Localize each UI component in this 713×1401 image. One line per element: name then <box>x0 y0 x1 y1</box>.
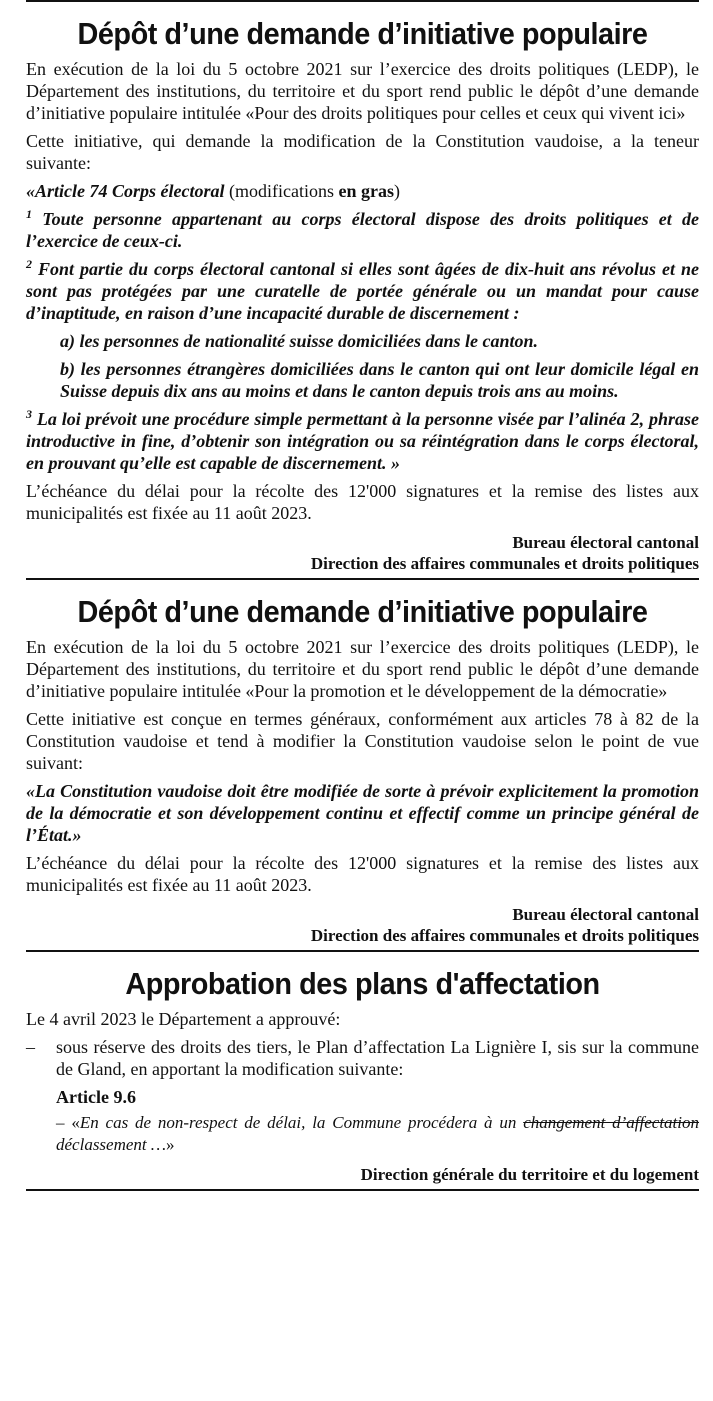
intro-paragraph: Le 4 avril 2023 le Département a approuvé: <box>26 1009 341 1029</box>
struck-text: changement d’affectation <box>523 1113 700 1132</box>
article-modification <box>56 1112 699 1156</box>
dash-bullet: – <box>26 1037 35 1057</box>
notice-initiative-droits-politiques <box>26 16 699 574</box>
top-rule <box>26 0 699 2</box>
alinea-3-number: 3 <box>26 407 32 421</box>
notice-initiative-democratie <box>26 594 699 946</box>
alinea-2-b: b) les personnes étrangères domiciliées dans le canton qui ont leur domicile légal en Suisse depuis dix ans au moins et dans le canton depuis trois ans au moins. <box>60 359 699 401</box>
replacement-text: déclassement … <box>56 1135 167 1154</box>
notice-plans-affectation <box>26 966 699 1185</box>
article-heading <box>26 180 699 202</box>
signature-line-1: Direction générale du territoire et du logement <box>360 1165 699 1184</box>
alinea-2-text: Font partie du corps électoral cantonal si elles sont âgées de dix-huit ans révolus et ne sont pas protégées par une curatelle de portée générale ou un mandat pour cause d’inaptitude, en raison d’une incapacité durable de discernement : <box>26 259 699 323</box>
section-title: Dépôt d’une demande d’initiative populaire <box>77 594 648 629</box>
section-title: Approbation des plans d'affectation <box>125 966 600 1001</box>
signature-line-1: Bureau électoral cantonal <box>512 905 699 924</box>
article-title: Article 9.6 <box>56 1087 136 1107</box>
alinea-1 <box>26 208 699 252</box>
deadline-paragraph: L’échéance du délai pour la récolte des 12'000 signatures et la remise des listes aux municipalités est fixée au 11 août 2023. <box>26 481 699 523</box>
signature-block <box>26 532 699 574</box>
signature-block <box>26 904 699 946</box>
alinea-1-number: 1 <box>26 207 32 221</box>
quote-close: » <box>166 1135 175 1154</box>
article-note-bold: en gras <box>338 181 394 201</box>
list-item-text: sous réserve des droits des tiers, le Plan d’affectation La Lignière I, sis sur la commune de Gland, en apportant la modification suivante: <box>56 1037 699 1079</box>
alinea-2 <box>26 258 699 324</box>
article-note: (modifications <box>224 181 339 201</box>
list-item <box>26 1036 699 1080</box>
intro-paragraph: En exécution de la loi du 5 octobre 2021 sur l’exercice des droits politiques (LEDP), le Département des institutions, du territoire et du sport rend public le dépôt d’une demande d’initiative populaire intitulée «Pour des droits politiques pour celles et ceux qui vivent ici» <box>26 59 699 123</box>
alinea-1-text: Toute personne appartenant au corps électoral dispose des droits politiques et de l’exercice de ceux-ci. <box>26 209 699 251</box>
content-paragraph: Cette initiative est conçue en termes généraux, conformément aux articles 78 à 82 de la Constitution vaudoise et tend à modifier la Constitution vaudoise selon le point de vue suivant: <box>26 709 699 773</box>
signature-line-2: Direction des affaires communales et droits politiques <box>310 926 699 945</box>
alinea-3 <box>26 408 699 474</box>
content-paragraph: Cette initiative, qui demande la modification de la Constitution vaudoise, a la teneur suivante: <box>26 131 699 173</box>
section-title: Dépôt d’une demande d’initiative populaire <box>77 16 648 51</box>
section-divider <box>26 950 699 952</box>
signature-line-1: Bureau électoral cantonal <box>512 533 699 552</box>
signature-line-2: Direction des affaires communales et droits politiques <box>310 554 699 573</box>
quote-text: En cas de non-respect de délai, la Commune procédera à un <box>79 1113 524 1132</box>
quote-prefix: – « <box>56 1113 80 1132</box>
initiative-quote: «La Constitution vaudoise doit être modifiée de sorte à prévoir explicitement la promotion de la démocratie et son développement continu et effectif comme un principe général de l’État.» <box>26 781 699 845</box>
section-divider <box>26 578 699 580</box>
deadline-paragraph: L’échéance du délai pour la récolte des 12'000 signatures et la remise des listes aux municipalités est fixée au 11 août 2023. <box>26 853 699 895</box>
article-note-close: ) <box>393 181 400 201</box>
signature-block <box>26 1164 699 1185</box>
intro-paragraph: En exécution de la loi du 5 octobre 2021 sur l’exercice des droits politiques (LEDP), le Département des institutions, du territoire et du sport rend public le dépôt d’une demande d’initiative populaire intitulée «Pour la promotion et le développement de la démocratie» <box>26 637 699 701</box>
bottom-rule <box>26 1189 699 1191</box>
alinea-2-number: 2 <box>26 257 32 271</box>
article-title: «Article 74 Corps électoral <box>26 181 225 201</box>
alinea-2-a: a) les personnes de nationalité suisse domiciliées dans le canton. <box>60 331 539 351</box>
alinea-3-text: La loi prévoit une procédure simple permettant à la personne visée par l’alinéa 2, phrase introductive in fine, d’obtenir son intégration ou sa réintégration dans le corps électoral, en prouvant qu’elle est capable de discernement. » <box>26 409 699 473</box>
